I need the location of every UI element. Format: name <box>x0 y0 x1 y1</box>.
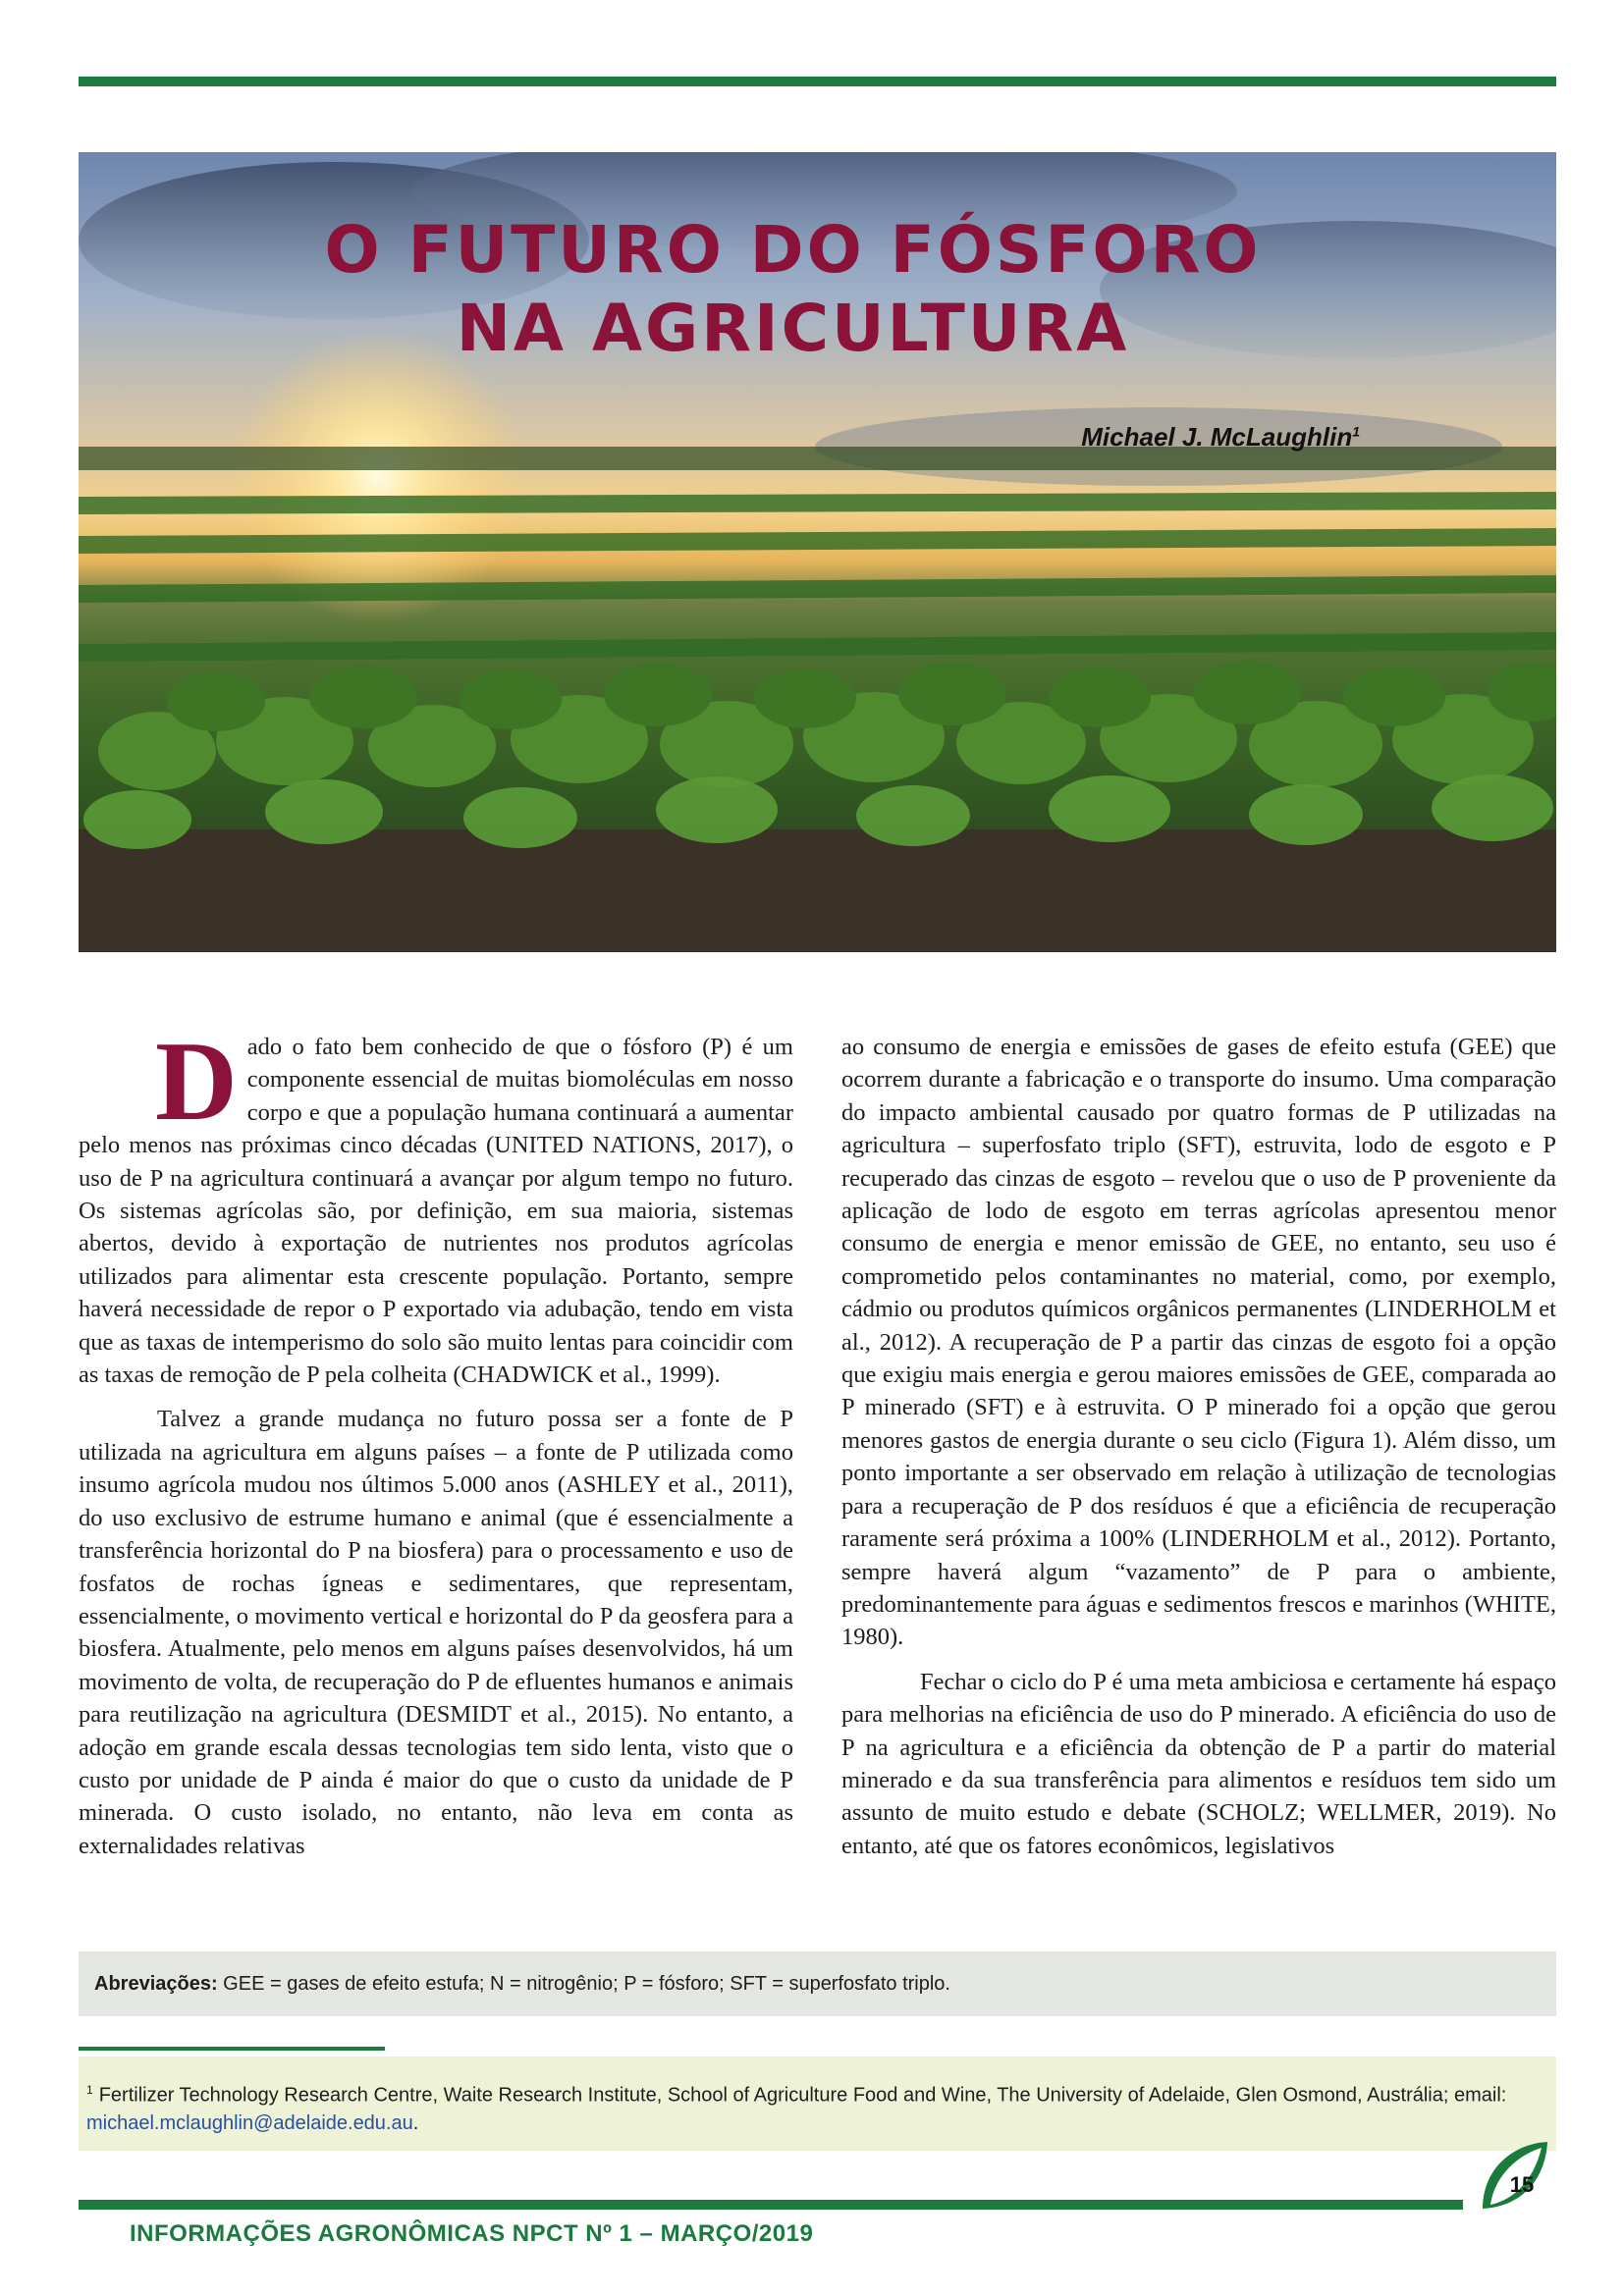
footnote-rule <box>79 2047 385 2051</box>
abbreviations-box <box>79 1951 1556 2016</box>
author-email-link[interactable]: michael.mclaughlin@adelaide.edu.au <box>86 2111 413 2134</box>
top-rule <box>79 77 1556 86</box>
abbreviations-label: Abreviações: <box>94 1973 218 1995</box>
title-line-1: O FUTURO DO FÓSFORO <box>324 212 1262 288</box>
column-left <box>79 1019 793 1862</box>
page-number: 15 <box>1509 2172 1535 2197</box>
article-title <box>79 211 1532 368</box>
paragraph: ao consumo de energia e emissões de gases de efeito estufa (GEE) que ocorrem durante a fabricação e o transporte do insumo. Uma comparação do impacto ambiental causado por quatro formas de P utilizadas na agricultura – superfosfato triplo (SFT), estruvita, lodo de esgoto e P recuperado das cinzas de esgoto – revelou que o uso de P proveniente da aplicação de lodo de esgoto em terras agrícolas apresentou menor consumo de energia e menor emissão de GEE, no entanto, seu uso é comprometido pelos contaminantes no material, como, por exemplo, cádmio ou produtos químicos orgânicos permanentes (LINDERHOLM et al., 2012). A recuperação de P a partir das cinzas de esgoto foi a opção que exigiu mais energia e gerou maiores emissões de GEE, comparada ao P minerado (SFT) e à estruvita. O P minerado foi a opção que gerou menores gastos de energia durante o seu ciclo (Figura 1). Além disso, um ponto importante a ser observado em relação à utilização de tecnologias para a recuperação de P dos resíduos é que a eficiência de recuperação raramente será próxima a 100% (LINDERHOLM et al., 2012). Portanto, sempre haverá algum “vazamento” de P para o ambiente, predominantemente para águas e sedimentos frescos e marinhos (WHITE, 1980). <box>841 1034 1556 1651</box>
paragraph: Talvez a grande mudança no futuro possa ser a fonte de P utilizada na agricultura em alguns países – a fonte de P utilizada como insumo agrícola mudou nos últimos 5.000 anos (ASHLEY et al., 2011), do uso exclusivo de estrume humano e animal (que é essencialmente a transferência horizontal do P na biosfera) para o processamento e uso de fosfatos de rochas ígneas e sedimentares, que representam, essencialmente, o movimento vertical e horizontal do P da geosfera para a biosfera. Atualmente, pelo menos em alguns países desenvolvidos, há um movimento de volta, de recuperação do P de efluentes humanos e animais para reutilização na agricultura (DESMIDT et al., 2015). No entanto, a adoção em grande escala dessas tecnologias tem sido lenta, visto que o custo por unidade de P ainda é maior do que o custo da unidade de P minerada. O custo isolado, no entanto, não leva em conta as externalidades relativas <box>79 1406 793 1859</box>
title-line-2: NA AGRICULTURA <box>456 291 1130 366</box>
hero-image <box>79 152 1556 952</box>
paragraph: Fechar o ciclo do P é uma meta ambiciosa e certamente há espaço para melhorias na eficiência de uso do P minerado. A eficiência do uso de P na agricultura e a eficiência da obtenção de P a partir do material minerado e da sua transferência para alimentos e resíduos tem sido um assunto de muito estudo e debate (SCHOLZ; WELLMER, 2019). No entanto, até que os fatores econômicos, legislativos <box>841 1668 1556 1859</box>
article-body <box>79 1019 1556 1862</box>
abbreviations-text: GEE = gases de efeito estufa; N = nitrogênio; P = fósforo; SFT = superfosfato triplo. <box>217 1973 950 1995</box>
footnote-marker: 1 <box>86 2083 93 2097</box>
bottom-rule <box>79 2200 1463 2210</box>
journal-footer: INFORMAÇÕES AGRONÔMICAS NPCT Nº 1 – MARÇO/2019 <box>130 2220 814 2247</box>
footnote-text: Fertilizer Technology Research Centre, Waite Research Institute, School of Agriculture Food and Wine, The University of Adelaide, Glen Osmond, Austrália; email: <box>98 2084 1507 2107</box>
footnote-end: . <box>412 2111 419 2134</box>
author-footnote-marker: 1 <box>1352 423 1360 440</box>
paragraph <box>79 1019 793 1391</box>
paragraph-text: ado o fato bem conhecido de que o fósforo (P) é um componente essencial de muitas biomoléculas em nosso corpo e que a população humana continuará a aumentar pelo menos nas próximas cinco décadas (UNITED NATIONS, 2017), o uso de P na agricultura continuará a avançar por algum tempo no futuro. Os sistemas agrícolas são, por definição, em sua maioria, sistemas abertos, devido à exportação de nutrientes nos produtos agrícolas utilizados para alimentar esta crescente população. Portanto, sempre haverá necessidade de repor o P exportado via adubação, tendo em vista que as taxas de intemperismo do solo são muito lentas para coincidir com as taxas de remoção de P pela colheita (CHADWICK et al., 1999). <box>79 1034 793 1389</box>
author-name <box>1081 422 1360 453</box>
footnote-box <box>79 2056 1556 2151</box>
drop-cap: D <box>155 1019 238 1145</box>
column-right <box>841 1031 1556 1862</box>
author-text: Michael J. McLaughlin <box>1081 422 1353 452</box>
